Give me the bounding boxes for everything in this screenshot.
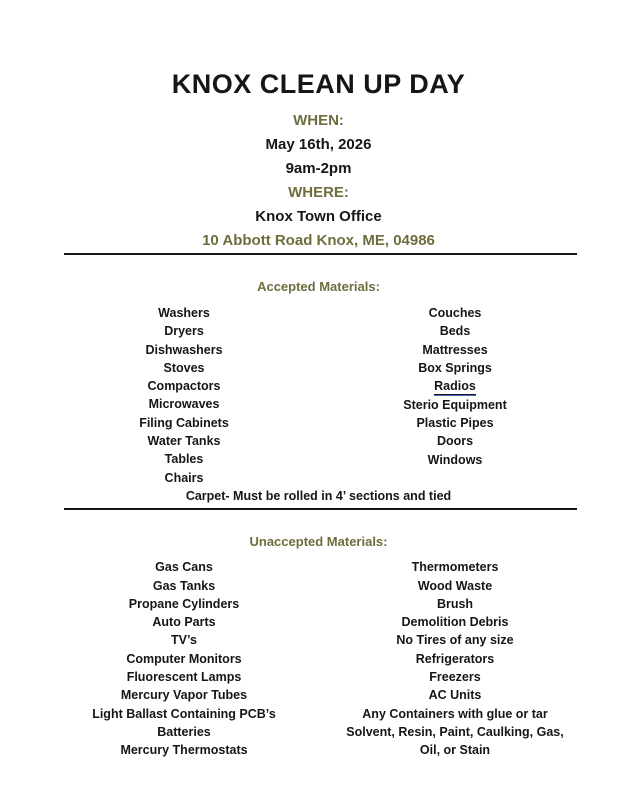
list-item: Water Tanks (147, 434, 221, 449)
list-item (335, 377, 575, 396)
list-item: Dryers (164, 324, 204, 339)
list-item: Auto Parts (152, 615, 216, 630)
list-item: Doors (436, 434, 474, 449)
list-item: Brush (436, 596, 474, 611)
list-item: Light Ballast Containing PCB’s (92, 706, 276, 721)
list-item: No Tires of any size (396, 633, 514, 648)
event-time: 9am-2pm (285, 160, 352, 177)
list-item: Oil, or Stain (419, 743, 491, 758)
accepted-heading: Accepted Materials: (257, 279, 380, 294)
top-divider (64, 253, 577, 255)
list-item: Tables (164, 452, 204, 467)
unaccepted-right-column (335, 558, 575, 759)
when-label: WHEN: (293, 112, 344, 129)
accepted-section (0, 280, 637, 505)
list-item: Microwaves (148, 397, 220, 412)
list-item: Gas Cans (155, 560, 213, 575)
bottom-divider (64, 508, 577, 510)
list-item: Wood Waste (417, 578, 493, 593)
list-item: Mercury Vapor Tubes (120, 688, 248, 703)
event-date: May 16th, 2026 (265, 136, 372, 153)
accepted-left-column (64, 304, 304, 487)
list-item: Any Containers with glue or tar (362, 706, 548, 721)
spellcheck-underlined-item: Radios (434, 379, 476, 396)
event-details (0, 109, 637, 253)
list-item: Demolition Debris (401, 615, 509, 630)
list-item: Filing Cabinets (139, 415, 229, 430)
list-item: Sterio Equipment (403, 397, 507, 412)
list-item: Stoves (163, 360, 205, 375)
list-item: Couches (428, 306, 482, 320)
list-item: Propane Cylinders (128, 596, 240, 611)
location-name: Knox Town Office (255, 208, 382, 225)
list-item: Gas Tanks (152, 578, 216, 593)
list-item: Washers (158, 306, 210, 320)
list-item: Chairs (164, 470, 204, 485)
unaccepted-heading: Unaccepted Materials: (249, 534, 388, 550)
unaccepted-columns (64, 558, 637, 759)
list-item: TV’s (171, 633, 197, 648)
list-item: Mercury Thermostats (120, 743, 248, 758)
accepted-columns (64, 304, 637, 487)
list-item: Beds (439, 324, 471, 339)
event-address: 10 Abbott Road Knox, ME, 04986 (202, 232, 435, 249)
list-item: Thermometers (411, 560, 499, 575)
unaccepted-left-column (64, 558, 304, 759)
list-item: Solvent, Resin, Paint, Caulking, Gas, (346, 724, 564, 739)
list-item: Mattresses (422, 342, 488, 357)
list-item: Dishwashers (145, 342, 223, 357)
list-item: Windows (427, 452, 483, 467)
carpet-note: Carpet- Must be rolled in 4’ sections and tied (185, 488, 452, 503)
list-item: Computer Monitors (126, 651, 242, 666)
list-item: Plastic Pipes (416, 415, 494, 430)
list-item: Fluorescent Lamps (126, 670, 242, 685)
list-item: Box Springs (418, 360, 492, 375)
list-item: AC Units (428, 688, 482, 703)
accepted-right-column (335, 304, 575, 487)
list-item: Freezers (429, 670, 481, 685)
list-item: Refrigerators (415, 651, 495, 666)
list-item: Compactors (147, 379, 221, 394)
page-title: KNOX CLEAN UP DAY (171, 69, 466, 99)
list-item: Batteries (157, 724, 211, 739)
where-label: WHERE: (288, 184, 349, 201)
unaccepted-section (0, 535, 637, 759)
